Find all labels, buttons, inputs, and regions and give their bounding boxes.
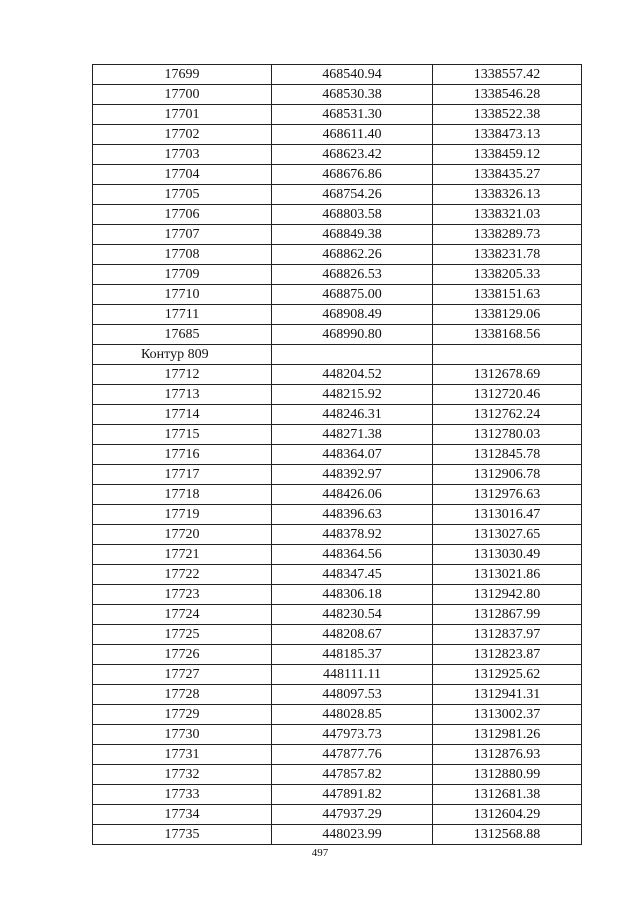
y-coordinate-cell: 1312976.63 — [433, 485, 582, 505]
point-number-cell: 17713 — [93, 385, 272, 405]
x-coordinate-cell: 448364.07 — [272, 445, 433, 465]
y-coordinate-cell: 1338205.33 — [433, 265, 582, 285]
table-row — [93, 785, 582, 805]
y-coordinate-cell: 1338321.03 — [433, 205, 582, 225]
point-number-cell: 17699 — [93, 65, 272, 85]
x-coordinate-cell: 448306.18 — [272, 585, 433, 605]
point-number-cell: 17719 — [93, 505, 272, 525]
point-number-cell: 17727 — [93, 665, 272, 685]
table-row — [93, 445, 582, 465]
y-coordinate-cell: 1338289.73 — [433, 225, 582, 245]
x-coordinate-cell: 448246.31 — [272, 405, 433, 425]
coordinates-table-body — [93, 65, 582, 845]
x-coordinate-cell: 468623.42 — [272, 145, 433, 165]
x-coordinate-cell: 468862.26 — [272, 245, 433, 265]
x-coordinate-cell: 448378.92 — [272, 525, 433, 545]
point-number-cell: 17728 — [93, 685, 272, 705]
table-row — [93, 625, 582, 645]
y-coordinate-cell: 1312941.31 — [433, 685, 582, 705]
table-row — [93, 745, 582, 765]
table-row — [93, 825, 582, 845]
table-row — [93, 165, 582, 185]
y-coordinate-cell: 1312823.87 — [433, 645, 582, 665]
x-coordinate-cell: 468990.80 — [272, 325, 433, 345]
point-number-cell: 17714 — [93, 405, 272, 425]
table-row — [93, 405, 582, 425]
point-number-cell: 17731 — [93, 745, 272, 765]
y-coordinate-cell: 1312906.78 — [433, 465, 582, 485]
table-row — [93, 185, 582, 205]
table-row — [93, 645, 582, 665]
point-number-cell: 17700 — [93, 85, 272, 105]
table-row — [93, 465, 582, 485]
y-coordinate-cell: 1312880.99 — [433, 765, 582, 785]
table-row — [93, 85, 582, 105]
table-row — [93, 805, 582, 825]
y-coordinate-cell: 1312925.62 — [433, 665, 582, 685]
point-number-cell: 17712 — [93, 365, 272, 385]
x-coordinate-cell: 448347.45 — [272, 565, 433, 585]
x-coordinate-cell: 448204.52 — [272, 365, 433, 385]
x-coordinate-cell: 447973.73 — [272, 725, 433, 745]
point-number-cell: 17722 — [93, 565, 272, 585]
x-coordinate-cell: 468826.53 — [272, 265, 433, 285]
y-coordinate-cell: 1312681.38 — [433, 785, 582, 805]
empty-cell — [272, 345, 433, 365]
point-number-cell: 17709 — [93, 265, 272, 285]
empty-cell — [433, 345, 582, 365]
y-coordinate-cell: 1312845.78 — [433, 445, 582, 465]
table-row — [93, 565, 582, 585]
x-coordinate-cell: 468540.94 — [272, 65, 433, 85]
table-row — [93, 145, 582, 165]
point-number-cell: 17701 — [93, 105, 272, 125]
table-row — [93, 485, 582, 505]
point-number-cell: 17710 — [93, 285, 272, 305]
table-row — [93, 65, 582, 85]
y-coordinate-cell: 1312876.93 — [433, 745, 582, 765]
table-row — [93, 365, 582, 385]
y-coordinate-cell: 1338231.78 — [433, 245, 582, 265]
y-coordinate-cell: 1313021.86 — [433, 565, 582, 585]
y-coordinate-cell: 1312981.26 — [433, 725, 582, 745]
y-coordinate-cell: 1338473.13 — [433, 125, 582, 145]
y-coordinate-cell: 1313002.37 — [433, 705, 582, 725]
y-coordinate-cell: 1312942.80 — [433, 585, 582, 605]
point-number-cell: 17721 — [93, 545, 272, 565]
y-coordinate-cell: 1338435.27 — [433, 165, 582, 185]
table-row — [93, 385, 582, 405]
point-number-cell: 17725 — [93, 625, 272, 645]
point-number-cell: 17705 — [93, 185, 272, 205]
point-number-cell: 17730 — [93, 725, 272, 745]
x-coordinate-cell: 448392.97 — [272, 465, 433, 485]
point-number-cell: 17685 — [93, 325, 272, 345]
x-coordinate-cell: 448396.63 — [272, 505, 433, 525]
x-coordinate-cell: 447937.29 — [272, 805, 433, 825]
table-row — [93, 245, 582, 265]
x-coordinate-cell: 448185.37 — [272, 645, 433, 665]
table-row — [93, 525, 582, 545]
point-number-cell: 17707 — [93, 225, 272, 245]
table-row — [93, 665, 582, 685]
y-coordinate-cell: 1338326.13 — [433, 185, 582, 205]
point-number-cell: 17729 — [93, 705, 272, 725]
point-number-cell: 17706 — [93, 205, 272, 225]
y-coordinate-cell: 1312678.69 — [433, 365, 582, 385]
point-number-cell: 17702 — [93, 125, 272, 145]
table-row — [93, 205, 582, 225]
y-coordinate-cell: 1312780.03 — [433, 425, 582, 445]
table-row — [93, 505, 582, 525]
x-coordinate-cell: 468849.38 — [272, 225, 433, 245]
point-number-cell: 17724 — [93, 605, 272, 625]
table-row — [93, 765, 582, 785]
point-number-cell: 17708 — [93, 245, 272, 265]
x-coordinate-cell: 448023.99 — [272, 825, 433, 845]
y-coordinate-cell: 1313016.47 — [433, 505, 582, 525]
point-number-cell: 17734 — [93, 805, 272, 825]
table-row — [93, 605, 582, 625]
y-coordinate-cell: 1312867.99 — [433, 605, 582, 625]
x-coordinate-cell: 468875.00 — [272, 285, 433, 305]
x-coordinate-cell: 468611.40 — [272, 125, 433, 145]
y-coordinate-cell: 1312568.88 — [433, 825, 582, 845]
x-coordinate-cell: 468803.58 — [272, 205, 433, 225]
table-row — [93, 725, 582, 745]
x-coordinate-cell: 448230.54 — [272, 605, 433, 625]
x-coordinate-cell: 447857.82 — [272, 765, 433, 785]
point-number-cell: 17723 — [93, 585, 272, 605]
section-title: Контур 809 — [93, 345, 272, 365]
table-row — [93, 285, 582, 305]
table-row — [93, 585, 582, 605]
y-coordinate-cell: 1338459.12 — [433, 145, 582, 165]
x-coordinate-cell: 447877.76 — [272, 745, 433, 765]
y-coordinate-cell: 1338168.56 — [433, 325, 582, 345]
x-coordinate-cell: 468676.86 — [272, 165, 433, 185]
x-coordinate-cell: 448271.38 — [272, 425, 433, 445]
point-number-cell: 17732 — [93, 765, 272, 785]
point-number-cell: 17703 — [93, 145, 272, 165]
y-coordinate-cell: 1338151.63 — [433, 285, 582, 305]
x-coordinate-cell: 448215.92 — [272, 385, 433, 405]
point-number-cell: 17711 — [93, 305, 272, 325]
y-coordinate-cell: 1312837.97 — [433, 625, 582, 645]
y-coordinate-cell: 1313030.49 — [433, 545, 582, 565]
x-coordinate-cell: 468908.49 — [272, 305, 433, 325]
point-number-cell: 17726 — [93, 645, 272, 665]
table-row — [93, 425, 582, 445]
x-coordinate-cell: 448111.11 — [272, 665, 433, 685]
x-coordinate-cell: 448426.06 — [272, 485, 433, 505]
x-coordinate-cell: 448208.67 — [272, 625, 433, 645]
point-number-cell: 17720 — [93, 525, 272, 545]
point-number-cell: 17718 — [93, 485, 272, 505]
x-coordinate-cell: 448364.56 — [272, 545, 433, 565]
y-coordinate-cell: 1338557.42 — [433, 65, 582, 85]
page-number: 497 — [311, 847, 329, 859]
table-row — [93, 225, 582, 245]
section-header-row — [93, 345, 582, 365]
table-row — [93, 305, 582, 325]
x-coordinate-cell: 448028.85 — [272, 705, 433, 725]
point-number-cell: 17715 — [93, 425, 272, 445]
point-number-cell: 17717 — [93, 465, 272, 485]
point-number-cell: 17716 — [93, 445, 272, 465]
y-coordinate-cell: 1338129.06 — [433, 305, 582, 325]
y-coordinate-cell: 1338546.28 — [433, 85, 582, 105]
point-number-cell: 17733 — [93, 785, 272, 805]
y-coordinate-cell: 1338522.38 — [433, 105, 582, 125]
point-number-cell: 17704 — [93, 165, 272, 185]
table-row — [93, 705, 582, 725]
table-row — [93, 125, 582, 145]
y-coordinate-cell: 1312604.29 — [433, 805, 582, 825]
x-coordinate-cell: 468530.38 — [272, 85, 433, 105]
x-coordinate-cell: 468754.26 — [272, 185, 433, 205]
y-coordinate-cell: 1312720.46 — [433, 385, 582, 405]
point-number-cell: 17735 — [93, 825, 272, 845]
x-coordinate-cell: 468531.30 — [272, 105, 433, 125]
x-coordinate-cell: 447891.82 — [272, 785, 433, 805]
y-coordinate-cell: 1312762.24 — [433, 405, 582, 425]
coordinates-table — [92, 64, 582, 845]
table-row — [93, 105, 582, 125]
table-row — [93, 685, 582, 705]
table-row — [93, 545, 582, 565]
table-row — [93, 325, 582, 345]
table-row — [93, 265, 582, 285]
x-coordinate-cell: 448097.53 — [272, 685, 433, 705]
y-coordinate-cell: 1313027.65 — [433, 525, 582, 545]
